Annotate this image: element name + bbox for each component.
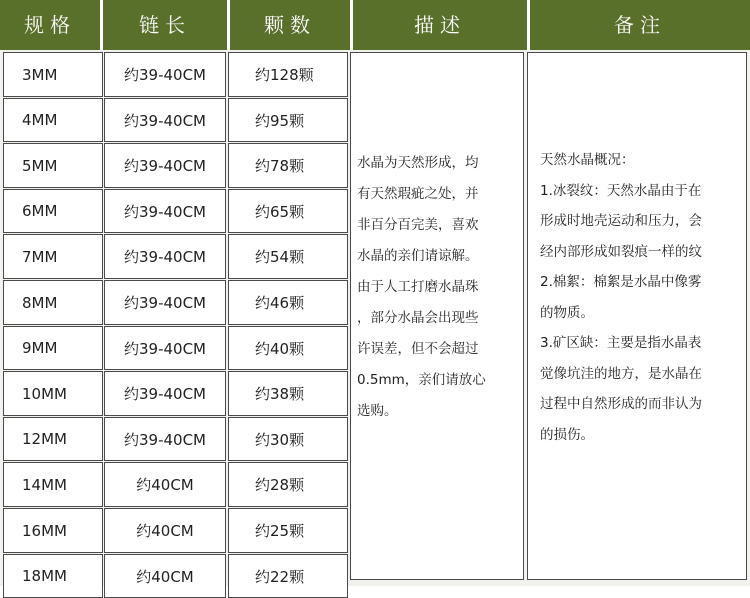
- size-cell: 8MM: [3, 280, 103, 325]
- length-cell: 约39-40CM: [104, 371, 226, 416]
- length-cell: 约39-40CM: [104, 417, 226, 461]
- size-cell: 14MM: [3, 462, 103, 507]
- size-cell: 10MM: [3, 371, 103, 416]
- size-cell: 6MM: [3, 189, 103, 233]
- length-cell: 约40CM: [104, 554, 226, 598]
- size-cell: 5MM: [3, 143, 103, 188]
- size-cell: 3MM: [3, 52, 103, 97]
- count-cell: 约95颗: [228, 98, 348, 142]
- size-cell: 4MM: [3, 98, 103, 142]
- count-cell: 约65颗: [228, 189, 348, 233]
- header-length: 链长: [139, 13, 191, 37]
- size-cell: 9MM: [3, 326, 103, 370]
- length-cell: 约39-40CM: [104, 326, 226, 370]
- length-cell: 约40CM: [104, 508, 226, 553]
- count-cell: 约40颗: [228, 326, 348, 370]
- length-cell: 约39-40CM: [104, 98, 226, 142]
- length-cell: 约39-40CM: [104, 234, 226, 279]
- count-cell: 约30颗: [228, 417, 348, 461]
- length-cell: 约39-40CM: [104, 143, 226, 188]
- count-cell: 约46颗: [228, 280, 348, 325]
- count-cell: 约78颗: [228, 143, 348, 188]
- header-size: 规格: [24, 13, 76, 37]
- size-cell: 18MM: [3, 554, 103, 598]
- note-text: 天然水晶概况： 1.冰裂纹：天然水晶由于在 形成时地壳运动和压力，会 经内部形成如裂痕一样的纹 2.棉絮：棉絮是水晶中像雾 的物质。 3.矿区缺：主要是指水晶表 觉像坑洼的地方，是水晶在 过程中自然形成的而非认为 的损伤。: [540, 152, 702, 443]
- header-note: 备注: [614, 13, 666, 37]
- count-cell: 约28颗: [228, 462, 348, 507]
- description-text: 水晶为天然形成，均 有天然瑕疵之处，并 非百分百完美，喜欢 水晶的亲们请谅解。 由于人工打磨水晶珠 ，部分水晶会出现些 许误差，但不会超过 0.5mm，亲们请放心 选购。: [357, 155, 486, 419]
- size-cell: 12MM: [3, 417, 103, 461]
- length-cell: 约39-40CM: [104, 52, 226, 97]
- size-cell: 7MM: [3, 234, 103, 279]
- count-cell: 约38颗: [228, 371, 348, 416]
- count-cell: 约22颗: [228, 554, 348, 598]
- length-cell: 约39-40CM: [104, 280, 226, 325]
- count-cell: 约128颗: [228, 52, 348, 97]
- length-cell: 约40CM: [104, 462, 226, 507]
- header-description: 描述: [414, 13, 466, 37]
- header-count: 颗数: [264, 13, 316, 37]
- length-cell: 约39-40CM: [104, 189, 226, 233]
- count-cell: 约54颗: [228, 234, 348, 279]
- size-cell: 16MM: [3, 508, 103, 553]
- table-header: [0, 0, 750, 50]
- count-cell: 约25颗: [228, 508, 348, 553]
